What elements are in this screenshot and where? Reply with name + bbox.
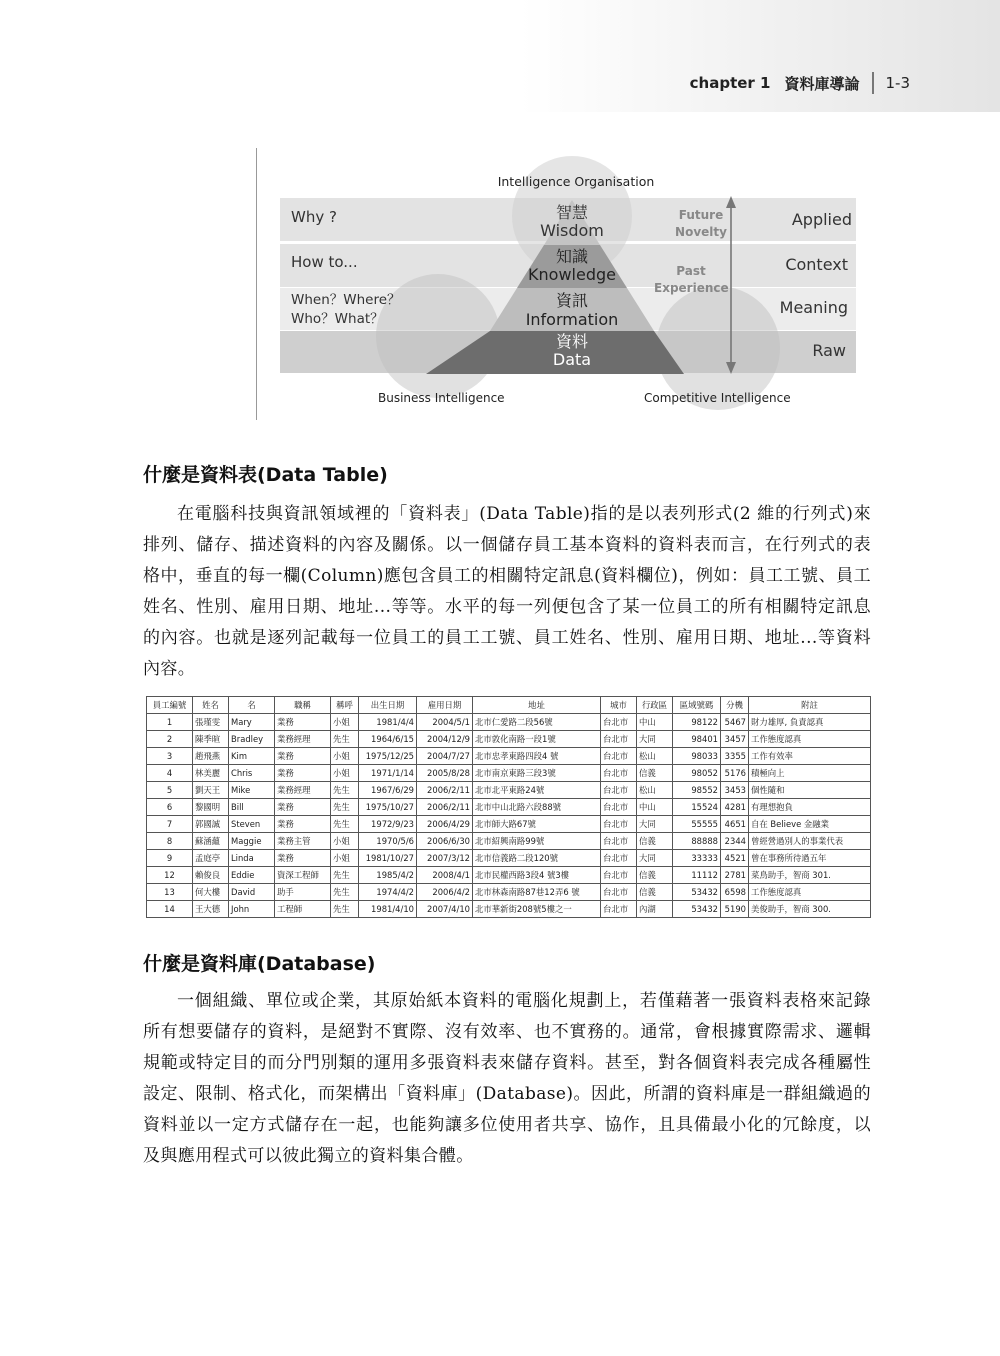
table-row	[147, 782, 871, 799]
table-cell: 北市中山北路六段88號	[473, 799, 601, 816]
table-cell: 助手	[275, 884, 331, 901]
table-row	[147, 714, 871, 731]
table-cell: Mary	[229, 714, 275, 731]
table-cell: 8	[147, 833, 193, 850]
table-cell: 大同	[637, 850, 673, 867]
column-header: 行政區	[637, 697, 673, 714]
table-cell: 小姐	[331, 833, 359, 850]
table-cell: John	[229, 901, 275, 918]
table-cell: 北市師大路67號	[473, 816, 601, 833]
table-cell: 4281	[721, 799, 749, 816]
applied-label: Applied	[791, 210, 852, 229]
table-cell: 先生	[331, 782, 359, 799]
table-row	[147, 765, 871, 782]
table-cell: 台北市	[601, 765, 637, 782]
table-cell: 工作態度認真	[749, 731, 871, 748]
header-band	[0, 0, 1000, 112]
question-why: Why ?	[291, 208, 337, 226]
table-cell: 松山	[637, 782, 673, 799]
table-cell: 工作態度認真	[749, 884, 871, 901]
column-header: 名	[229, 697, 275, 714]
table-cell: 何大樓	[193, 884, 229, 901]
table-cell: 業務主管	[275, 833, 331, 850]
table-cell: 12	[147, 867, 193, 884]
table-cell: 信義	[637, 833, 673, 850]
table-cell: 郭國誠	[193, 816, 229, 833]
paragraph-database: 一個組織、單位或企業，其原始紙本資料的電腦化規劃上，若僅藉著一張資料表格來記錄所有想要儲存的資料，是絕對不實際、沒有效率、也不實務的。通常，會根據實際需求、邏輯規範或特定目的而分門別類的運用多張資料表來儲存資料。甚至，對各個資料表完成各種屬性設定、限制、格式化，而架構出「資料庫」(Database)。因此，所謂的資料庫是一群組織過的資料並以一定方式儲存在一起，也能夠讓多位使用者共享、協作，且具備最小化的冗餘度，以及與應用程式可以彼此獨立的資料集合體。	[143, 991, 871, 1166]
table-cell: Bradley	[229, 731, 275, 748]
wisdom-en: Wisdom	[540, 221, 604, 240]
table-cell: 1970/5/6	[359, 833, 417, 850]
context-label: Context	[785, 255, 848, 274]
table-cell: 先生	[331, 799, 359, 816]
table-cell: 33333	[673, 850, 721, 867]
table-cell: 5	[147, 782, 193, 799]
table-cell: 個性隨和	[749, 782, 871, 799]
table-cell: 53432	[673, 901, 721, 918]
table-row	[147, 748, 871, 765]
table-cell: 98552	[673, 782, 721, 799]
table-cell: 7	[147, 816, 193, 833]
table-cell: 信義	[637, 765, 673, 782]
table-cell: 2005/8/28	[417, 765, 473, 782]
question-who-what: Who？What？	[291, 311, 384, 327]
table-cell: 1981/4/10	[359, 901, 417, 918]
column-header: 區域號碼	[673, 697, 721, 714]
employee-table-wrap	[146, 696, 870, 918]
table-cell: 2004/12/9	[417, 731, 473, 748]
table-cell: Steven	[229, 816, 275, 833]
chapter-title: 資料庫導論	[784, 74, 860, 93]
future-label: Future	[678, 208, 724, 222]
table-cell: 業務經理	[275, 782, 331, 799]
table-cell: 曾經營過別人的事業代表	[749, 833, 871, 850]
table-cell: 2344	[721, 833, 749, 850]
table-cell: 自在 Believe 金融業	[749, 816, 871, 833]
table-cell: 1971/1/14	[359, 765, 417, 782]
table-cell: Chris	[229, 765, 275, 782]
table-cell: 先生	[331, 816, 359, 833]
table-cell: 11112	[673, 867, 721, 884]
column-header: 地址	[473, 697, 601, 714]
column-header: 城市	[601, 697, 637, 714]
table-row	[147, 731, 871, 748]
table-cell: 2781	[721, 867, 749, 884]
table-cell: 2006/6/30	[417, 833, 473, 850]
table-cell: 小姐	[331, 850, 359, 867]
data-zh: 資料	[555, 332, 588, 351]
table-cell: 信義	[637, 884, 673, 901]
table-cell: 趙飛燕	[193, 748, 229, 765]
table-cell: 北市敦化南路一段1號	[473, 731, 601, 748]
table-cell: 1967/6/29	[359, 782, 417, 799]
table-cell: 內湖	[637, 901, 673, 918]
table-cell: 王大德	[193, 901, 229, 918]
table-cell: 業務	[275, 714, 331, 731]
table-cell: 台北市	[601, 901, 637, 918]
page-number: 1-3	[885, 74, 910, 92]
table-cell: 4651	[721, 816, 749, 833]
table-cell: 先生	[331, 884, 359, 901]
table-cell: 業務經理	[275, 731, 331, 748]
table-row	[147, 867, 871, 884]
table-row	[147, 901, 871, 918]
table-cell: 2006/2/11	[417, 799, 473, 816]
information-en: Information	[525, 310, 619, 329]
table-cell: 1975/12/25	[359, 748, 417, 765]
table-row	[147, 799, 871, 816]
table-cell: 9	[147, 850, 193, 867]
table-cell: 先生	[331, 731, 359, 748]
table-cell: 台北市	[601, 816, 637, 833]
table-cell: 張瑾雯	[193, 714, 229, 731]
table-cell: David	[229, 884, 275, 901]
table-cell: 劉天王	[193, 782, 229, 799]
table-cell: 1972/9/23	[359, 816, 417, 833]
past-label: Past	[676, 264, 706, 278]
table-cell: 台北市	[601, 731, 637, 748]
table-cell: 中山	[637, 714, 673, 731]
experience-label: Experience	[654, 281, 729, 295]
table-cell: 小姐	[331, 748, 359, 765]
employee-table	[146, 696, 871, 918]
table-cell: 55555	[673, 816, 721, 833]
table-cell: 2004/7/27	[417, 748, 473, 765]
table-cell: 業務	[275, 816, 331, 833]
meaning-label: Meaning	[779, 298, 848, 317]
table-cell: 黎國明	[193, 799, 229, 816]
table-cell: 林美麗	[193, 765, 229, 782]
knowledge-en: Knowledge	[528, 265, 616, 284]
table-cell: 98401	[673, 731, 721, 748]
table-cell: 1975/10/27	[359, 799, 417, 816]
table-cell: 有理想抱負	[749, 799, 871, 816]
table-cell: 3	[147, 748, 193, 765]
table-cell: 小姐	[331, 714, 359, 731]
table-cell: Eddie	[229, 867, 275, 884]
table-cell: 1981/10/27	[359, 850, 417, 867]
table-cell: 4	[147, 765, 193, 782]
header-divider	[872, 72, 874, 94]
table-cell: 1964/6/15	[359, 731, 417, 748]
table-cell: 98052	[673, 765, 721, 782]
table-cell: 台北市	[601, 748, 637, 765]
table-cell: 2006/4/2	[417, 884, 473, 901]
table-cell: Maggie	[229, 833, 275, 850]
table-cell: 業務	[275, 765, 331, 782]
business-intelligence-label: Business Intelligence	[378, 391, 505, 405]
paragraph-data-table: 在電腦科技與資訊領域裡的「資料表」(Data Table)指的是以表列形式(2 維的行列式)來排列、儲存、描述資料的內容及關係。以一個儲存員工基本資料的資料表而言，在行列式的表格中，垂直的每一欄(Column)應包含員工的相關特定訊息(資料欄位)，例如：員工工號、員工姓名、性別、雇用日期、地址...等等。水平的每一列便包含了某一位員工的所有相關特定訊息的內容。也就是逐列記載每一位員工的員工工號、員工姓名、性別、雇用日期、地址...等資料內容。	[143, 504, 871, 679]
table-cell: 先生	[331, 901, 359, 918]
table-cell: 台北市	[601, 867, 637, 884]
information-zh: 資訊	[555, 291, 588, 310]
table-cell: 13	[147, 884, 193, 901]
dikw-pyramid-figure	[256, 148, 866, 420]
table-cell: 台北市	[601, 799, 637, 816]
table-cell: 5176	[721, 765, 749, 782]
table-cell: 賴俊良	[193, 867, 229, 884]
table-cell: Mike	[229, 782, 275, 799]
table-cell: 美俊助手，智商 300.	[749, 901, 871, 918]
table-cell: 積極向上	[749, 765, 871, 782]
table-cell: 工作有效率	[749, 748, 871, 765]
table-row	[147, 816, 871, 833]
table-cell: 3457	[721, 731, 749, 748]
table-row	[147, 833, 871, 850]
table-row	[147, 884, 871, 901]
table-cell: 大同	[637, 816, 673, 833]
question-when-where: When？Where？	[291, 292, 401, 308]
column-header: 職稱	[275, 697, 331, 714]
table-cell: 工程師	[275, 901, 331, 918]
heading-database: 什麼是資料庫(Database)	[143, 953, 376, 975]
table-cell: 財力雄厚, 負責認真	[749, 714, 871, 731]
top-label: Intelligence Organisation	[497, 174, 655, 189]
table-header-row	[147, 697, 871, 714]
column-header: 出生日期	[359, 697, 417, 714]
table-body	[147, 714, 871, 918]
table-cell: 53432	[673, 884, 721, 901]
table-cell: 1974/4/2	[359, 884, 417, 901]
table-cell: Bill	[229, 799, 275, 816]
table-cell: 業務	[275, 748, 331, 765]
table-cell: 6	[147, 799, 193, 816]
column-header: 姓名	[193, 697, 229, 714]
table-cell: 北市南京東路三段3號	[473, 765, 601, 782]
chapter-label: chapter 1	[689, 74, 771, 92]
table-cell: 信義	[637, 867, 673, 884]
table-cell: 2008/4/1	[417, 867, 473, 884]
table-cell: 2007/4/10	[417, 901, 473, 918]
novelty-label: Novelty	[675, 225, 727, 239]
column-header: 分機	[721, 697, 749, 714]
question-how: How to...	[291, 253, 358, 271]
table-cell: 業務	[275, 799, 331, 816]
table-cell: 北市仁愛路二段56號	[473, 714, 601, 731]
table-cell: 2006/2/11	[417, 782, 473, 799]
table-cell: 中山	[637, 799, 673, 816]
table-cell: 孟庭亭	[193, 850, 229, 867]
table-cell: 資深工程師	[275, 867, 331, 884]
table-cell: 陳季暄	[193, 731, 229, 748]
table-cell: 5190	[721, 901, 749, 918]
knowledge-zh: 知識	[555, 247, 588, 266]
column-header: 雇用日期	[417, 697, 473, 714]
table-cell: 3355	[721, 748, 749, 765]
table-cell: 台北市	[601, 884, 637, 901]
table-cell: 4521	[721, 850, 749, 867]
table-cell: 菜鳥助手，智商 301.	[749, 867, 871, 884]
table-cell: 2	[147, 731, 193, 748]
table-cell: 98122	[673, 714, 721, 731]
table-cell: 14	[147, 901, 193, 918]
heading-data-table: 什麼是資料表(Data Table)	[143, 464, 388, 486]
table-cell: 1	[147, 714, 193, 731]
table-cell: 3453	[721, 782, 749, 799]
column-header: 員工編號	[147, 697, 193, 714]
table-cell: 大同	[637, 731, 673, 748]
competitive-intelligence-label: Competitive Intelligence	[644, 391, 791, 405]
table-cell: 北市紹興南路99號	[473, 833, 601, 850]
wisdom-zh: 智慧	[555, 203, 588, 222]
table-cell: 業務	[275, 850, 331, 867]
table-cell: 台北市	[601, 714, 637, 731]
table-row	[147, 850, 871, 867]
table-cell: Linda	[229, 850, 275, 867]
table-cell: 小姐	[331, 765, 359, 782]
running-header	[690, 72, 910, 94]
table-cell: 1985/4/2	[359, 867, 417, 884]
table-cell: 蘇涵蘊	[193, 833, 229, 850]
table-cell: 北市忠孝東路四段4 號	[473, 748, 601, 765]
table-cell: 北市北平東路24號	[473, 782, 601, 799]
table-cell: Kim	[229, 748, 275, 765]
table-cell: 曾在事務所待過五年	[749, 850, 871, 867]
table-cell: 台北市	[601, 833, 637, 850]
table-cell: 松山	[637, 748, 673, 765]
table-cell: 台北市	[601, 850, 637, 867]
table-cell: 先生	[331, 867, 359, 884]
table-cell: 2006/4/29	[417, 816, 473, 833]
table-cell: 台北市	[601, 782, 637, 799]
table-cell: 北市民權西路3段4 號3樓	[473, 867, 601, 884]
column-header: 附註	[749, 697, 871, 714]
raw-label: Raw	[812, 341, 846, 360]
table-cell: 88888	[673, 833, 721, 850]
table-cell: 98033	[673, 748, 721, 765]
table-cell: 2004/5/1	[417, 714, 473, 731]
table-cell: 北市信義路二段120號	[473, 850, 601, 867]
table-cell: 5467	[721, 714, 749, 731]
column-header: 稱呼	[331, 697, 359, 714]
table-cell: 6598	[721, 884, 749, 901]
data-en: Data	[552, 350, 592, 369]
table-cell: 1981/4/4	[359, 714, 417, 731]
table-cell: 15524	[673, 799, 721, 816]
table-cell: 北市華新街208號5樓之一	[473, 901, 601, 918]
table-cell: 北市林森南路87巷12弄6 號	[473, 884, 601, 901]
table-cell: 2007/3/12	[417, 850, 473, 867]
